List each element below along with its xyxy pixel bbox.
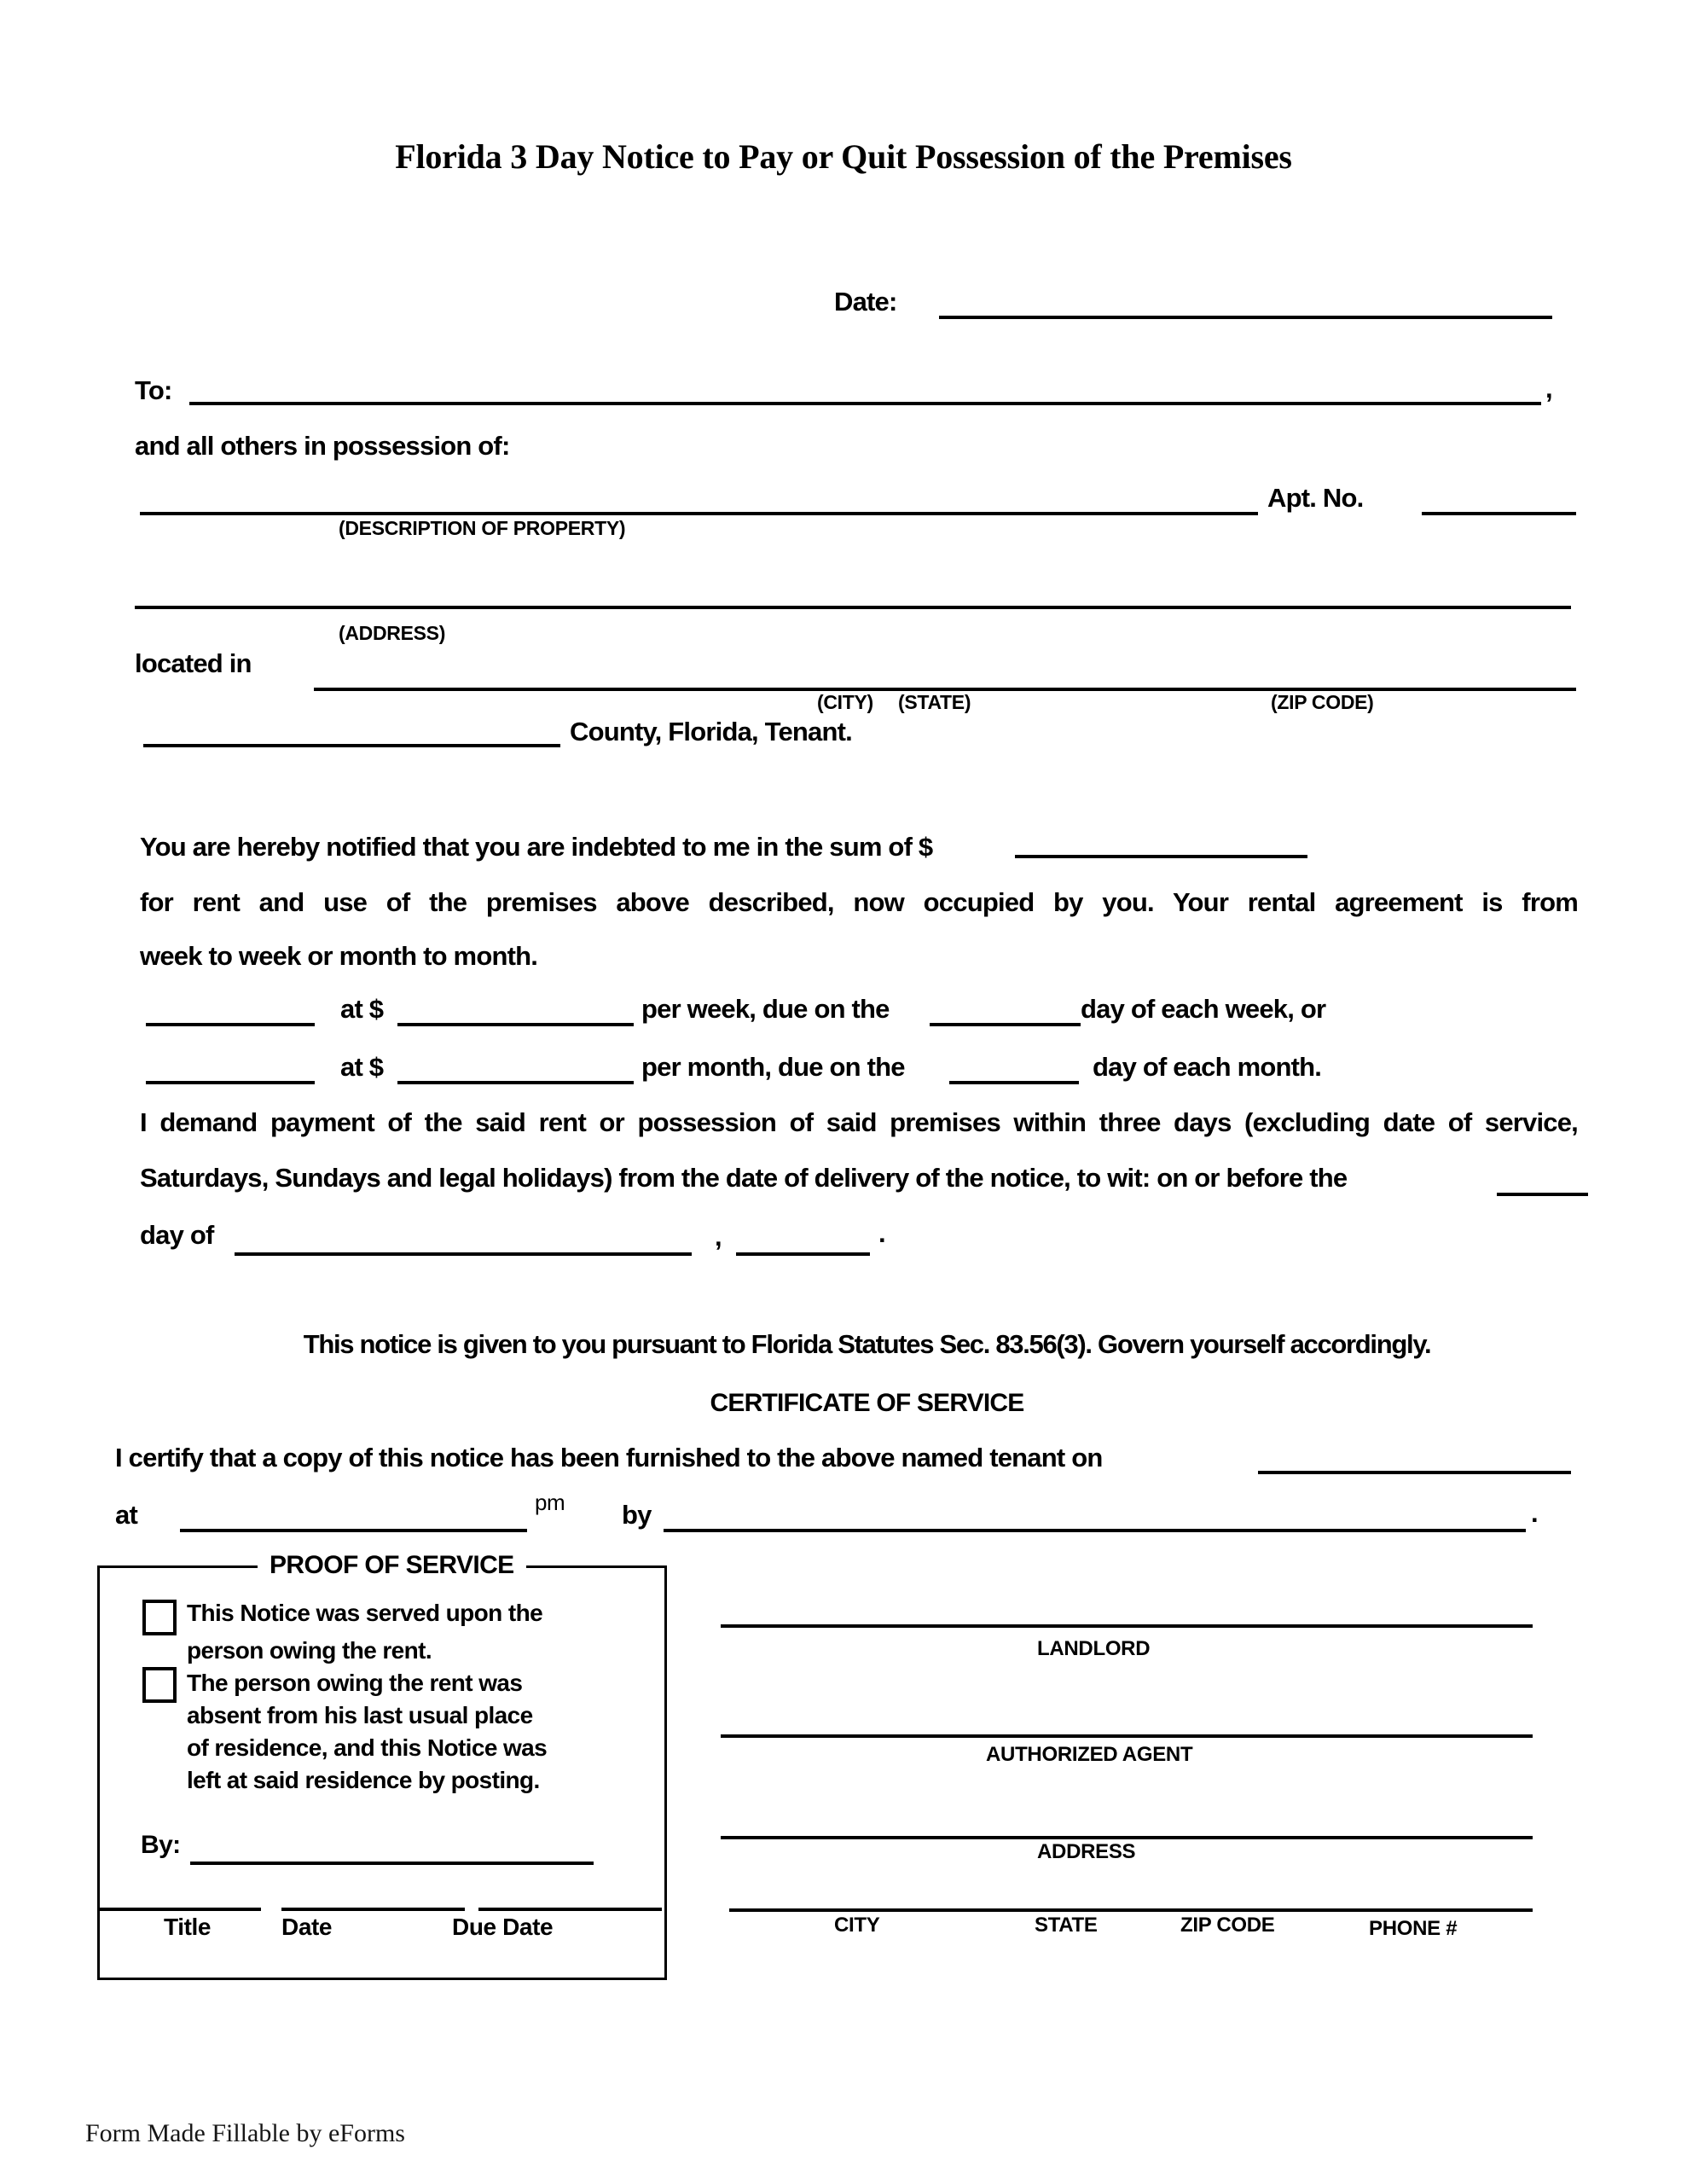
landlord-signature-line[interactable] [721, 1624, 1533, 1628]
phone-label: PHONE # [1369, 1917, 1458, 1940]
week-amount-line[interactable] [397, 1023, 634, 1026]
week-blank-line[interactable] [146, 1023, 315, 1026]
notified-line: You are hereby notified that you are indebted to me in the sum of $ [140, 832, 933, 862]
pm-label: pm [535, 1490, 565, 1515]
before-day-line[interactable] [1497, 1193, 1588, 1196]
week-at-label: at $ [340, 994, 384, 1024]
certify-line: I certify that a copy of this notice has been furnished to the above named tenant on [115, 1443, 1103, 1472]
zip-caption: (ZIP CODE) [1271, 691, 1374, 713]
authorized-agent-line[interactable] [721, 1734, 1533, 1738]
month-per-label: per month, due on the [641, 1052, 905, 1082]
county-suffix-label: County, Florida, Tenant. [570, 717, 852, 746]
proof-by-line[interactable] [190, 1862, 594, 1865]
address-caption: (ADDRESS) [339, 622, 446, 644]
apt-no-label: Apt. No. [1267, 483, 1364, 513]
demand-line-2: Saturdays, Sundays and legal holidays) from the date of delivery of the notice, to wit: on or before the [140, 1163, 1348, 1193]
statute-line: This notice is given to you pursuant to Florida Statutes Sec. 83.56(3). Govern yourself accordingly. [303, 1329, 1431, 1359]
demand-line-1: I demand payment of the said rent or possession of said premises within three days (excluding date of service, [140, 1107, 1578, 1137]
others-in-possession-label: and all others in possession of: [135, 431, 510, 461]
proof-date-line[interactable] [281, 1908, 465, 1911]
contact-info-line[interactable] [729, 1908, 1533, 1912]
state-caption: (STATE) [898, 691, 971, 713]
month-amount-line[interactable] [397, 1081, 634, 1084]
to-label: To: [135, 375, 172, 405]
state-label: STATE [1035, 1914, 1098, 1937]
served-time-line[interactable] [180, 1529, 527, 1532]
option1-line1: This Notice was served upon the [187, 1600, 543, 1626]
to-comma: , [1545, 374, 1552, 404]
served-by-label: by [622, 1500, 652, 1530]
day-of-period: . [878, 1218, 885, 1248]
property-description-line[interactable] [140, 512, 1258, 515]
served-by-line[interactable] [664, 1529, 1526, 1532]
proof-by-label: By: [141, 1831, 181, 1859]
landlord-label: LANDLORD [1037, 1637, 1151, 1660]
served-upon-person-checkbox[interactable] [142, 1600, 177, 1635]
month-blank-line[interactable] [146, 1081, 315, 1084]
week-per-label: per week, due on the [641, 994, 890, 1024]
week-due-day-line[interactable] [930, 1023, 1081, 1026]
month-at-label: at $ [340, 1052, 384, 1082]
rent-line: for rent and use of the premises above described, now occupied by you. Your rental agreement is from [140, 887, 1578, 917]
day-of-label: day of [140, 1220, 214, 1250]
form-title: Florida 3 Day Notice to Pay or Quit Possession of the Premises [395, 137, 1292, 176]
zip-code-label: ZIP CODE [1180, 1914, 1275, 1937]
posted-at-residence-checkbox[interactable] [142, 1667, 177, 1703]
address-line[interactable] [135, 606, 1571, 609]
authorized-agent-label: AUTHORIZED AGENT [986, 1743, 1193, 1766]
due-date-line[interactable] [478, 1908, 662, 1911]
date-field-line[interactable] [939, 316, 1552, 319]
option1-line2: person owing the rent. [187, 1637, 432, 1664]
option2-line2: absent from his last usual place [187, 1702, 533, 1728]
served-at-label: at [115, 1500, 137, 1530]
eforms-footer: Form Made Fillable by eForms [85, 2119, 405, 2147]
date-column-label: Date [281, 1914, 333, 1940]
served-by-period: . [1531, 1498, 1538, 1528]
address-signature-label: ADDRESS [1037, 1840, 1136, 1863]
option2-line3: of residence, and this Notice was [187, 1734, 548, 1761]
title-column-label: Title [164, 1914, 212, 1940]
year-line[interactable] [736, 1252, 870, 1256]
sum-line[interactable] [1015, 855, 1307, 858]
county-line[interactable] [143, 744, 560, 747]
due-date-column-label: Due Date [452, 1914, 554, 1940]
month-day-label: day of each month. [1093, 1052, 1322, 1082]
city-caption: (CITY) [817, 691, 873, 713]
address-signature-line[interactable] [721, 1836, 1533, 1839]
date-label: Date: [834, 287, 897, 317]
title-line[interactable] [100, 1908, 261, 1911]
week-month-line: week to week or month to month. [140, 941, 538, 971]
week-day-label: day of each week, or [1081, 994, 1326, 1024]
proof-of-service-heading: PROOF OF SERVICE [258, 1551, 526, 1580]
city-label: CITY [834, 1914, 880, 1937]
apt-no-line[interactable] [1422, 512, 1576, 515]
day-of-comma: , [715, 1222, 722, 1252]
day-of-month-line[interactable] [235, 1252, 692, 1256]
certificate-heading: CERTIFICATE OF SERVICE [710, 1389, 1024, 1417]
month-due-day-line[interactable] [949, 1081, 1079, 1084]
option2-line1: The person owing the rent was [187, 1670, 523, 1696]
tenant-name-line[interactable] [189, 402, 1541, 405]
served-date-line[interactable] [1258, 1471, 1571, 1474]
option2-line4: left at said residence by posting. [187, 1767, 540, 1793]
located-in-label: located in [135, 648, 252, 678]
description-caption: (DESCRIPTION OF PROPERTY) [339, 517, 626, 539]
